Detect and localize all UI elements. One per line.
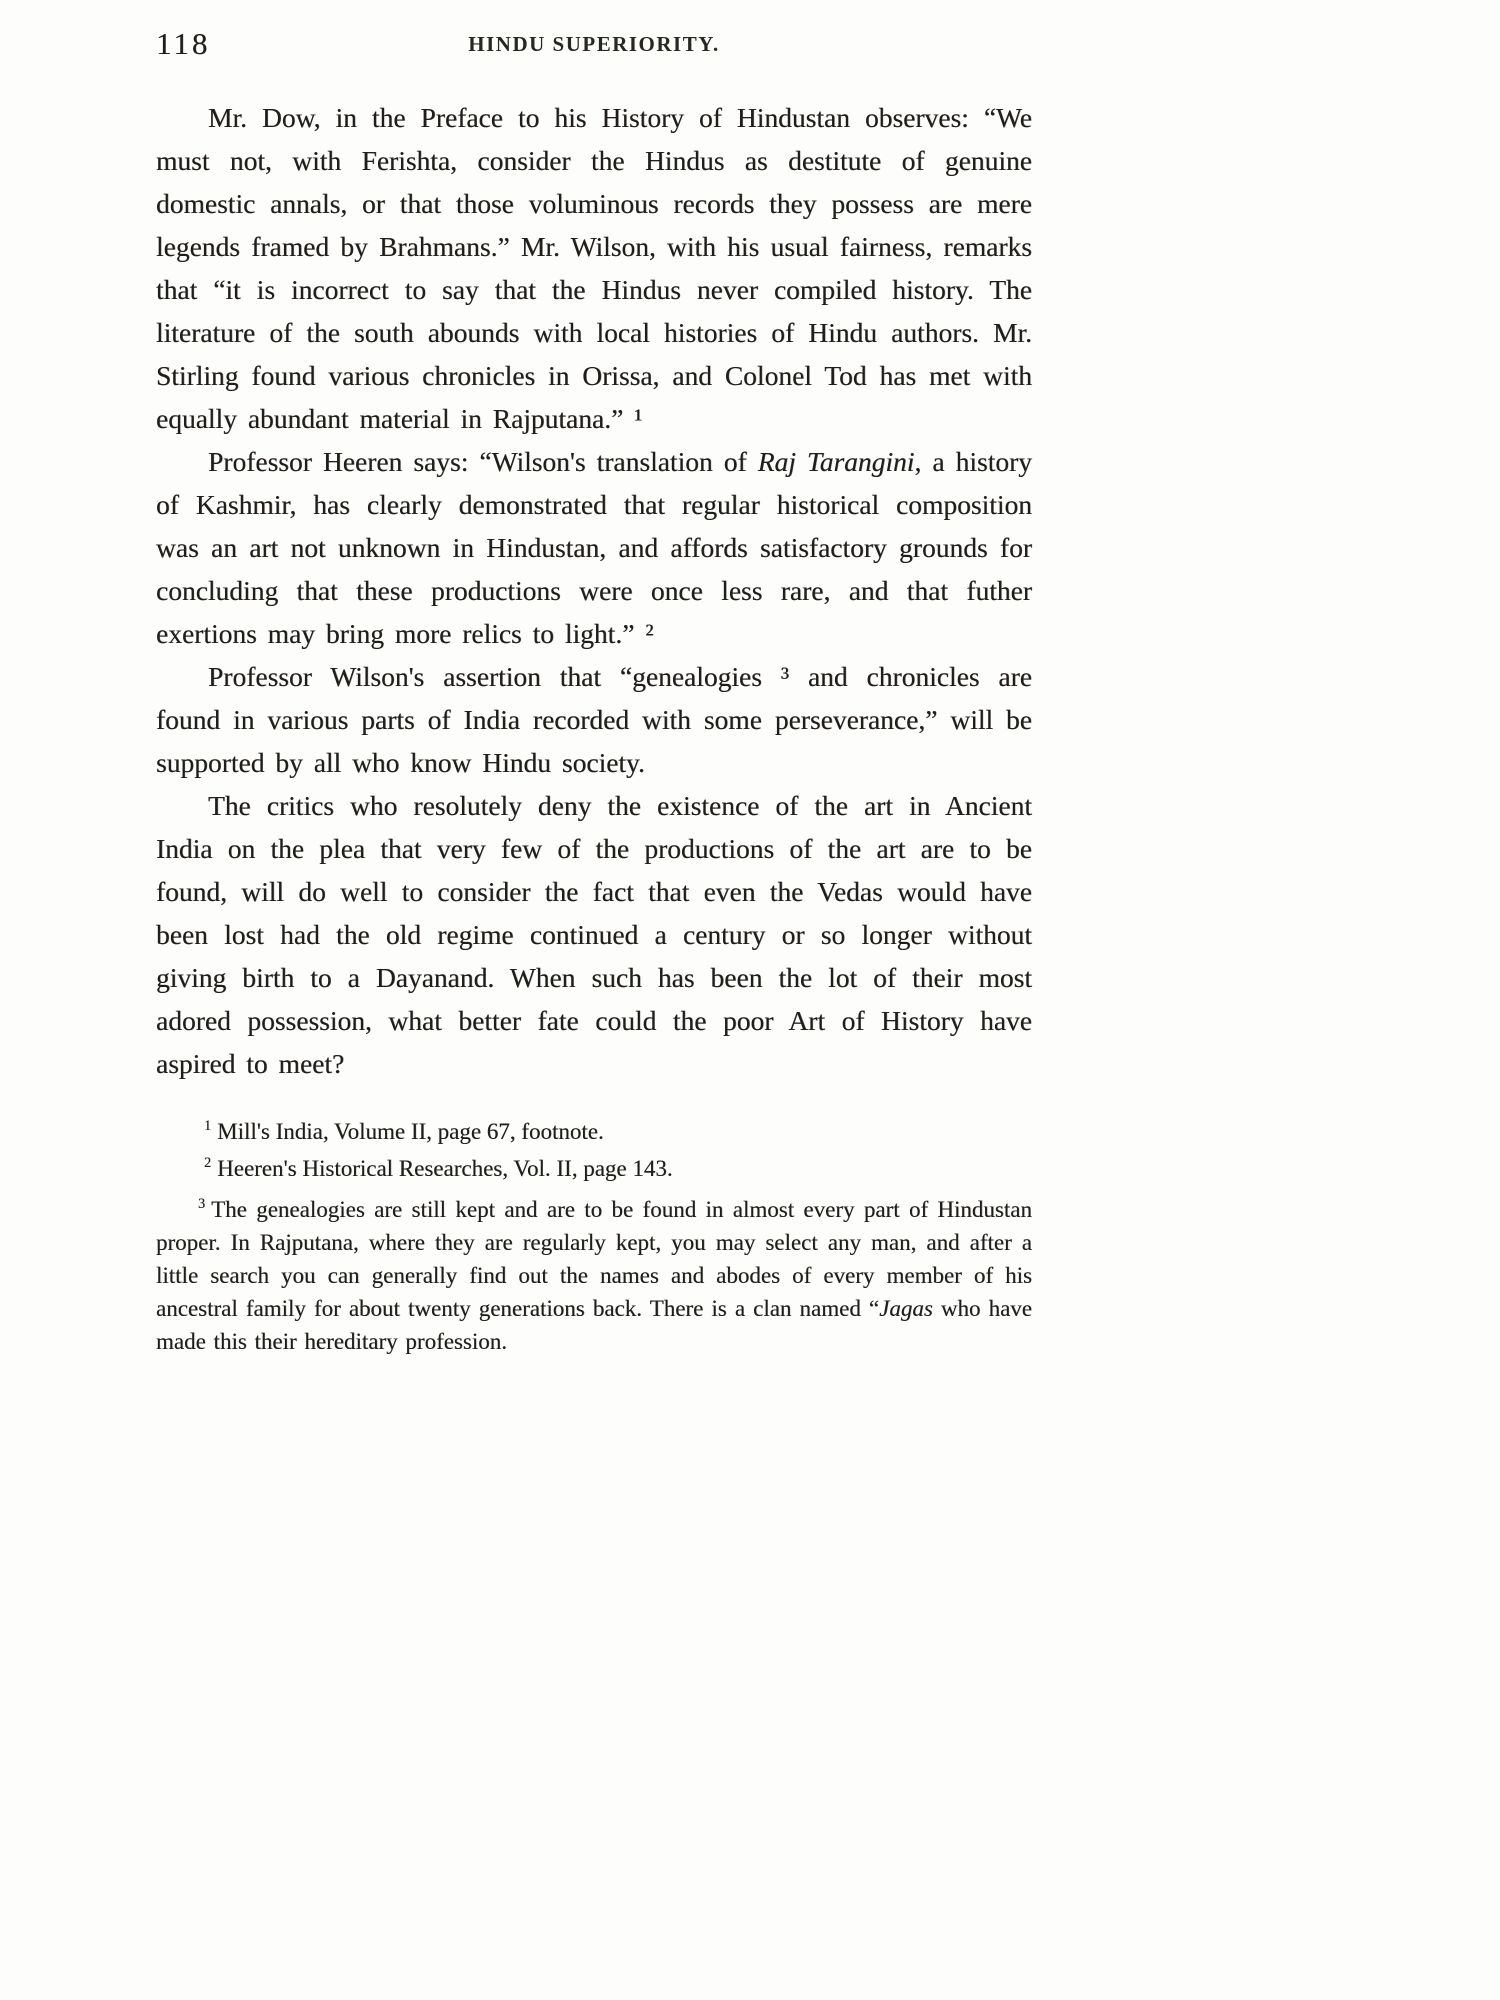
footnotes-section [156, 1115, 1032, 1358]
footnote-1 [156, 1115, 1032, 1148]
page-header [156, 26, 1032, 70]
paragraph-heeren-quote [156, 440, 1032, 655]
footnote-3 [156, 1193, 1032, 1358]
running-header-title: HINDU SUPERIORITY. [468, 32, 720, 56]
body-text [156, 96, 1032, 1085]
footnote-3-pre: The genealogies are still kept and are to be found in almost every part of Hindustan proper. In Rajputana, where they are regularly kept, you may select any man, and after a little search you can generally find out the names and abodes of every member of his ancestral family for about twenty generations back. There is a clan named “ [156, 1197, 1032, 1321]
footnote-1-marker: 1 [204, 1118, 212, 1135]
footnote-3-marker: 3 [198, 1196, 206, 1213]
page-number: 118 [156, 26, 211, 61]
footnote-1-text: Mill's India, Volume II, page 67, footnote. [217, 1119, 604, 1144]
paragraph-wilson-assertion: Professor Wilson's assertion that “genealogies ³ and chronicles are found in various parts of India recorded with some perseverance,” will be supported by all who know Hindu society. [156, 661, 1032, 778]
paragraph-dow-quote: Mr. Dow, in the Preface to his History of Hindustan observes: “We must not, with Ferishta, consider the Hindus as destitute of genuine domestic annals, or that those voluminous records they possess are mere legends framed by Brahmans.” Mr. Wilson, with his usual fairness, remarks that “it is incorrect to say that the Hindus never compiled history. The literature of the south abounds with local histories of Hindu authors. Mr. Stirling found various chronicles in Orissa, and Colonel Tod has met with equally abundant material in Rajputana.” ¹ [156, 102, 1032, 434]
page-content [156, 26, 1032, 1358]
footnote-2-marker: 2 [204, 1155, 212, 1172]
footnote-2 [156, 1152, 1032, 1185]
italic-clan-name-jagas: Jagas [879, 1296, 933, 1321]
paragraph-heeren-post: , a history of Kashmir, has clearly demonstrated that regular historical composition was an art not unknown in Hindustan, and affords satisfactory grounds for concluding that these productions were once less rare, and that futher exertions may bring more relics to light.” ² [156, 446, 1032, 649]
italic-book-title-raj-tarangini: Raj Tarangini [757, 446, 915, 477]
paragraph-heeren-pre: Professor Heeren says: “Wilson's translation of [208, 446, 758, 477]
footnote-3-post: who have made this their hereditary profession. [156, 1296, 1033, 1354]
paragraph-critics: The critics who resolutely deny the existence of the art in Ancient India on the plea that very few of the productions of the art are to be found, will do well to consider the fact that even the Vedas would have been lost had the old regime continued a century or so longer without giving birth to a Dayanand. When such has been the lot of their most adored possession, what better fate could the poor Art of History have aspired to meet? [156, 790, 1032, 1079]
footnote-2-text: Heeren's Historical Researches, Vol. II, page 143. [217, 1156, 673, 1181]
